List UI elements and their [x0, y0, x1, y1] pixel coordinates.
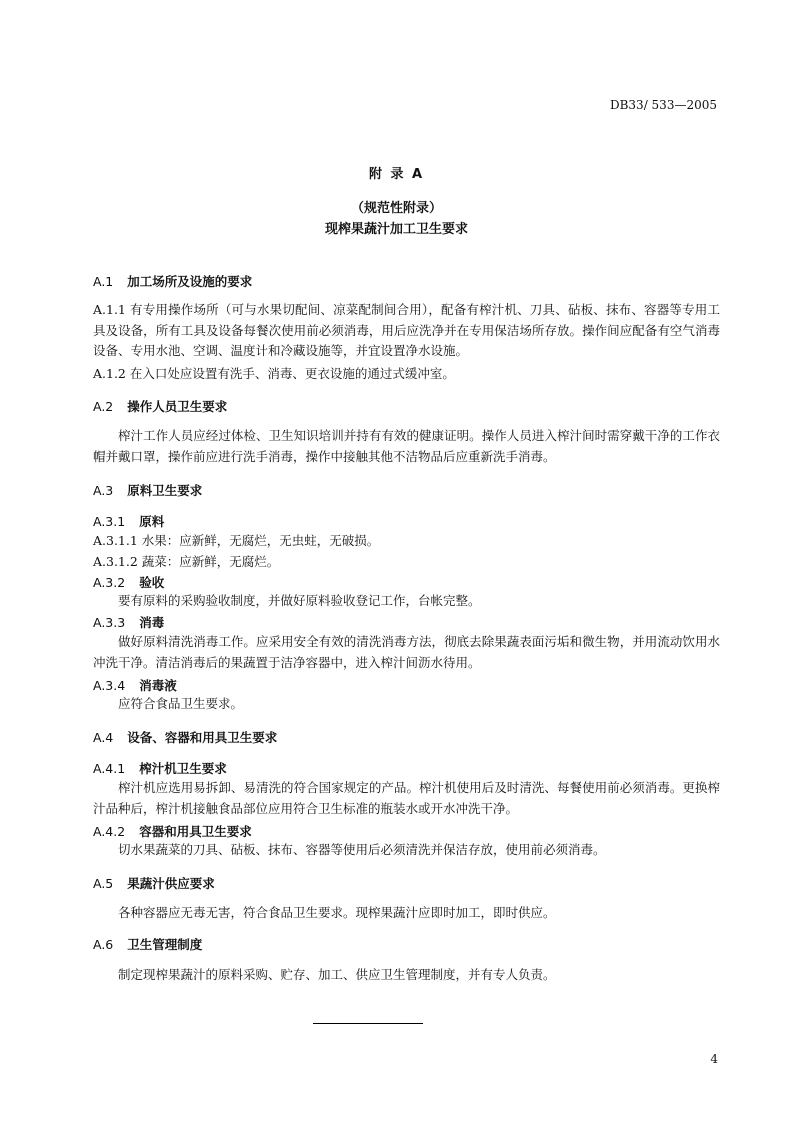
subsection-title: 原料: [139, 514, 165, 529]
subsection-heading-a4-1: [93, 759, 227, 777]
subsection-number: A.3.4: [93, 678, 126, 693]
section-heading-a1: [93, 272, 252, 290]
section-number: A.4: [93, 730, 114, 745]
section-a2-body: 榨汁工作人员应经过体检、卫生知识培训并持有有效的健康证明。操作人员进入榨汁间时需穿戴干净的工作衣帽并戴口罩，操作前应进行洗手消毒，操作中接触其他不洁物品后应重新洗手消毒。: [93, 428, 720, 464]
section-title: 加工场所及设施的要求: [127, 274, 253, 289]
subsection-heading-a3-4: [93, 676, 177, 694]
section-heading-a2: [93, 397, 227, 415]
section-heading-a3: [93, 481, 202, 499]
page-number: 4: [710, 1052, 718, 1066]
section-number: A.1: [93, 274, 114, 289]
subsection-heading-a4-2: [93, 822, 252, 840]
subsection-title: 容器和用具卫生要求: [139, 824, 252, 839]
subsection-heading-a3-2: [93, 573, 164, 591]
clause-a-1-1: A.1.1 有专用操作场所（可与水果切配间、凉菜配制间合用），配备有榨汁机、刀具、砧板、抹布、容器等专用工具及设备，所有工具及设备每餐次使用前必须消毒，用后应洗净并在专用保洁场所存放。操作间应配备有空气消毒设备、专用水池、空调、温度计和冷藏设施等，并宜设置净水设施。: [93, 302, 720, 358]
subsection-title: 消毒液: [139, 678, 177, 693]
subsection-number: A.4.1: [93, 761, 126, 776]
subsection-heading-a3-1: [93, 512, 164, 530]
section-title: 原料卫生要求: [127, 483, 203, 498]
section-a5-body: 各种容器应无毒无害，符合食品卫生要求。现榨果蔬汁应即时加工，即时供应。: [118, 905, 556, 920]
section-title: 设备、容器和用具卫生要求: [127, 730, 278, 745]
subsection-number: A.3.2: [93, 575, 126, 590]
section-title: 果蔬汁供应要求: [127, 876, 215, 891]
section-title: 操作人员卫生要求: [127, 399, 228, 414]
subsection-heading-a3-3: [93, 613, 164, 631]
subsection-title: 消毒: [139, 615, 165, 630]
subsection-number: A.3.1: [93, 514, 126, 529]
section-a4-1-body: 榨汁机应选用易拆卸、易清洗的符合国家规定的产品。榨汁机使用后及时清洗、每餐使用前必须消毒。更换榨汁品种后，榨汁机接触食品部位应用符合卫生标准的瓶装水或开水冲洗干净。: [93, 780, 720, 816]
subsection-title: 榨汁机卫生要求: [139, 761, 227, 776]
subsection-number: A.3.3: [93, 615, 126, 630]
section-a3-4-body: 应符合食品卫生要求。: [118, 696, 244, 711]
section-a3-2-body: 要有原料的采购验收制度，并做好原料验收登记工作，台帐完整。: [118, 593, 481, 608]
section-heading-a5: [93, 874, 215, 892]
section-number: A.6: [93, 937, 114, 952]
section-number: A.5: [93, 876, 114, 891]
section-heading-a6: [93, 935, 202, 953]
clause-a-1-2: A.1.2 在入口处应设置有洗手、消毒、更衣设施的通过式缓冲室。: [93, 366, 455, 381]
subsection-title: 验收: [139, 575, 165, 590]
annex-name: 现榨果蔬汁加工卫生要求: [324, 222, 468, 237]
section-number: A.2: [93, 399, 114, 414]
section-a6-body: 制定现榨果蔬汁的原料采购、贮存、加工、供应卫生管理制度，并有专人负责。: [118, 967, 556, 982]
annex-title: 附 录 A: [368, 167, 425, 182]
section-heading-a4: [93, 728, 277, 746]
end-rule: [313, 1023, 423, 1024]
section-a3-3-body: 做好原料清洗消毒工作。应采用安全有效的清洗消毒方法，彻底去除果蔬表面污垢和微生物，并用流动饮用水冲洗干净。清洁消毒后的果蔬置于洁净容器中，进入榨汁间沥水待用。: [93, 634, 720, 670]
clause-a-3-1-1: A.3.1.1 水果：应新鲜，无腐烂，无虫蛀，无破损。: [93, 533, 380, 548]
section-title: 卫生管理制度: [127, 937, 203, 952]
subsection-number: A.4.2: [93, 824, 126, 839]
clause-a-3-1-2: A.3.1.2 蔬菜：应新鲜，无腐烂。: [93, 554, 280, 569]
section-number: A.3: [93, 483, 114, 498]
annex-type: （规范性附录）: [350, 201, 442, 216]
section-a4-2-body: 切水果蔬菜的刀具、砧板、抹布、容器等使用后必须清洗并保洁存放，使用前必须消毒。: [118, 842, 606, 857]
standard-code: DB33/ 533—2005: [609, 98, 717, 112]
